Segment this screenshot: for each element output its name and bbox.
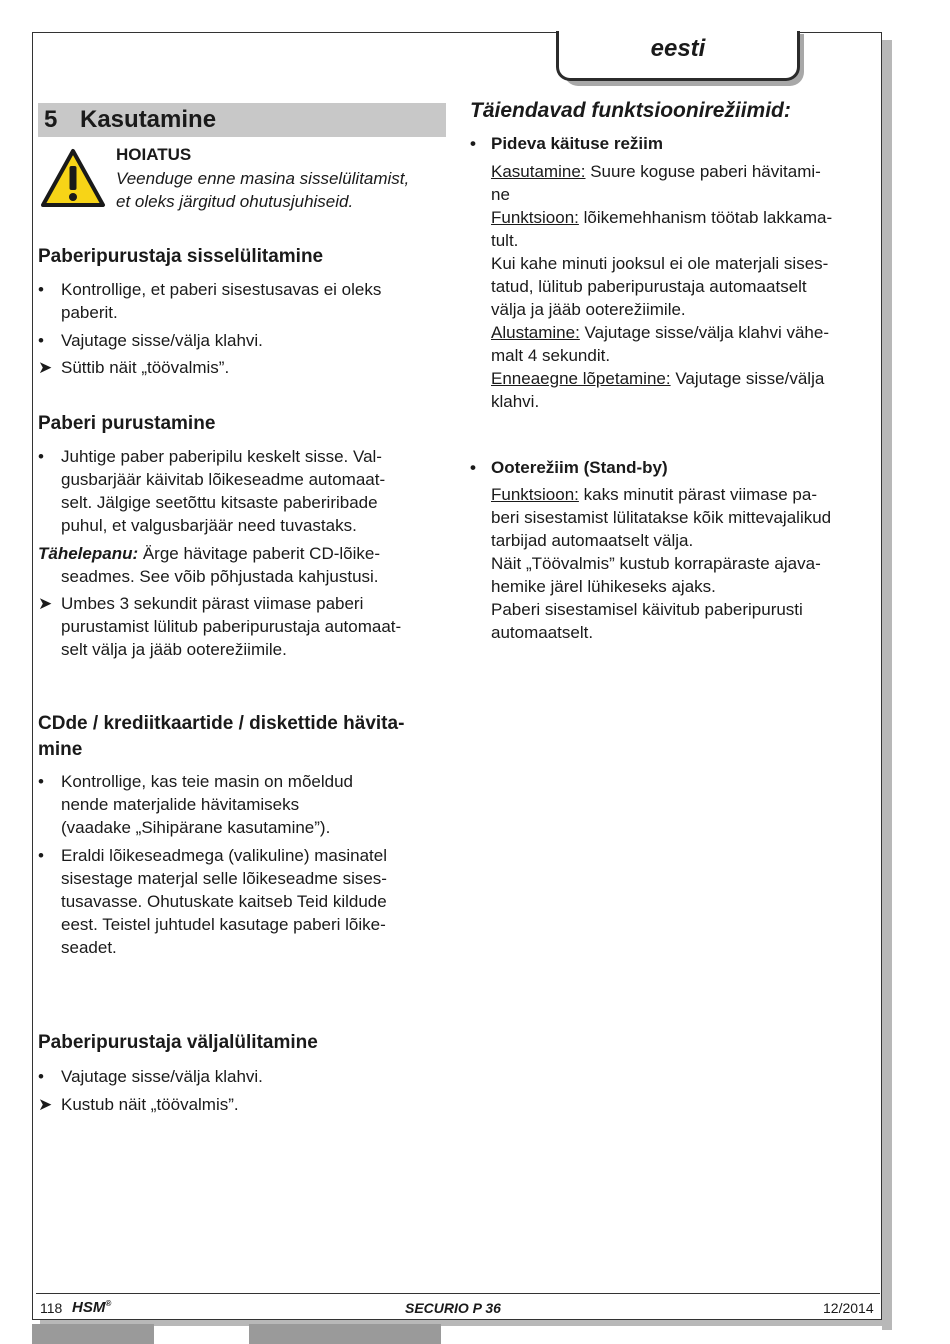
sub-heading-text: Pideva käituse režiim: [491, 134, 663, 153]
list-item-text: puhul, et valgusbarjäär need tuvastaks.: [61, 516, 357, 535]
language-label: eesti: [650, 35, 706, 62]
arrow-right-icon: ➤: [38, 358, 53, 377]
extra-modes-title: Täiendavad funktsioonirežiimid:: [470, 99, 791, 122]
field-label: Enneaegne lõpetamine:: [491, 369, 671, 388]
field-text: beri sisestamist lülitatakse kõik mittevajalikud: [491, 508, 832, 527]
document-date: 12/2014: [823, 1300, 874, 1316]
list-item-text: gusbarjäär käivitab lõikeseadme automaat-: [61, 470, 386, 489]
note-text: seadmes. See võib põhjustada kahjustusi.: [61, 567, 379, 586]
field-label: Funktsioon:: [491, 208, 579, 227]
field-text: malt 4 sekundit.: [491, 346, 611, 365]
list-item: [38, 1065, 448, 1088]
field-text: kaks minutit pärast viimase pa-: [578, 485, 817, 504]
page-number: 118: [40, 1300, 63, 1316]
bullet-icon: •: [38, 846, 44, 865]
field-label: Funktsioon:: [491, 485, 579, 504]
list-item-text: selt. Jälgige seetõttu kitsaste paberiribade: [61, 493, 378, 512]
list-item: [38, 844, 448, 959]
bullet-icon: •: [38, 447, 44, 466]
heading-standby-mode: [470, 456, 668, 479]
bottom-tab-decoration: [249, 1324, 441, 1344]
registered-mark: ®: [105, 1299, 112, 1308]
heading-line: CDde / krediitkaartide / diskettide hävita-: [38, 713, 405, 734]
list-item-text: Kontrollige, kas teie masin on mõeldud: [61, 772, 353, 791]
result-item: [38, 1093, 448, 1116]
note-paragraph: [38, 542, 448, 588]
logo-text: HSM: [72, 1299, 106, 1316]
frame-shadow: [40, 1320, 892, 1326]
heading-switch-on: Paberipurustaja sisselülitamine: [38, 246, 324, 267]
heading-shredding: Paberi purustamine: [38, 413, 216, 434]
field-text: ne: [491, 185, 510, 204]
bullet-icon: •: [38, 1067, 44, 1086]
list-item-text: nende materjalide hävitamiseks: [61, 795, 300, 814]
result-item: [38, 356, 448, 379]
list-item-text: (vaadake „Sihipärane kasutamine”).: [61, 818, 331, 837]
note-label: Tähelepanu:: [38, 544, 139, 563]
bullet-icon: •: [470, 458, 476, 477]
result-text: Umbes 3 sekundit pärast viimase paberi: [61, 594, 364, 613]
warning-text-line: Veenduge enne masina sisselülitamist,: [116, 169, 410, 188]
bullet-icon: •: [38, 772, 44, 791]
section-title: Kasutamine: [80, 106, 217, 133]
list-item-text: Vajutage sisse/välja klahvi.: [61, 331, 263, 350]
bullet-icon: •: [38, 331, 44, 350]
warning-triangle-icon: [40, 148, 106, 208]
list-item-text: sisestage materjal selle lõikeseadme sises-: [61, 869, 387, 888]
bottom-tab-decoration: [32, 1324, 154, 1344]
product-name: SECURIO P 36: [405, 1300, 501, 1316]
field-text: välja ja jääb ooterežiimile.: [491, 300, 686, 319]
heading-continuous-mode: [470, 132, 663, 155]
arrow-right-icon: ➤: [38, 594, 53, 613]
list-item-text: Vajutage sisse/välja klahvi.: [61, 1067, 263, 1086]
list-item-text: Juhtige paber paberipilu keskelt sisse. Val-: [61, 447, 382, 466]
field-text: tatud, lülitub paberipurustaja automaatselt: [491, 277, 807, 296]
bullet-icon: •: [38, 280, 44, 299]
standby-mode-description: [491, 483, 879, 644]
continuous-mode-description: [491, 160, 879, 413]
language-tab: [556, 31, 800, 81]
hsm-logo: [72, 1299, 111, 1316]
list-item-text: eest. Teistel juhtudel kasutage paberi lõike-: [61, 915, 386, 934]
warning-text: [116, 167, 446, 213]
field-text: Suure koguse paberi hävitami-: [585, 162, 821, 181]
field-text: Paberi sisestamisel käivitub paberipurusti: [491, 600, 803, 619]
field-text: automaatselt.: [491, 623, 594, 642]
list-item-text: Kontrollige, et paberi sisestusavas ei oleks: [61, 280, 382, 299]
field-text: Vajutage sisse/välja: [670, 369, 825, 388]
list-item-text: paberit.: [61, 303, 118, 322]
field-text: Näit „Töövalmis” kustub korrapäraste ajava-: [491, 554, 821, 573]
result-text: purustamist lülitub paberipurustaja automaat-: [61, 617, 402, 636]
section-header: [38, 103, 446, 137]
result-text: Kustub näit „töövalmis”.: [61, 1095, 239, 1114]
list-item: [38, 770, 448, 839]
list-item: [38, 278, 448, 324]
list-item-text: seadet.: [61, 938, 117, 957]
field-text: Kui kahe minuti jooksul ei ole materjali sises-: [491, 254, 829, 273]
note-text: Ärge hävitage paberit CD-lõike-: [138, 544, 381, 563]
field-text: tult.: [491, 231, 519, 250]
field-text: hemike järel lühikeseks ajaks.: [491, 577, 716, 596]
warning-title: HOIATUS: [116, 145, 192, 164]
list-item-text: tusavasse. Ohutuskate kaitseb Teid kildude: [61, 892, 387, 911]
field-text: tarbijad automaatselt välja.: [491, 531, 694, 550]
section-number: 5: [44, 106, 58, 133]
bullet-icon: •: [470, 134, 476, 153]
heading-line: mine: [38, 739, 83, 760]
field-label: Kasutamine:: [491, 162, 586, 181]
list-item: [38, 445, 448, 537]
result-text: selt välja ja jääb ooterežiimile.: [61, 640, 287, 659]
arrow-right-icon: ➤: [38, 1095, 53, 1114]
field-text: klahvi.: [491, 392, 540, 411]
field-text: Vajutage sisse/välja klahvi vähe-: [579, 323, 829, 342]
heading-switch-off: Paberipurustaja väljalülitamine: [38, 1032, 318, 1053]
list-item-text: Eraldi lõikeseadmega (valikuline) masinatel: [61, 846, 387, 865]
frame-shadow: [882, 40, 892, 1330]
sub-heading-text: Ooterežiim (Stand-by): [491, 458, 668, 477]
result-text: Süttib näit „töövalmis”.: [61, 358, 230, 377]
result-item: [38, 592, 448, 661]
footer-divider: [36, 1293, 880, 1294]
field-label: Alustamine:: [491, 323, 580, 342]
field-text: lõikemehhanism töötab lakkama-: [578, 208, 833, 227]
list-item: [38, 329, 448, 352]
warning-text-line: et oleks järgitud ohutusjuhiseid.: [116, 192, 354, 211]
heading-cd-destruction: [38, 711, 448, 763]
